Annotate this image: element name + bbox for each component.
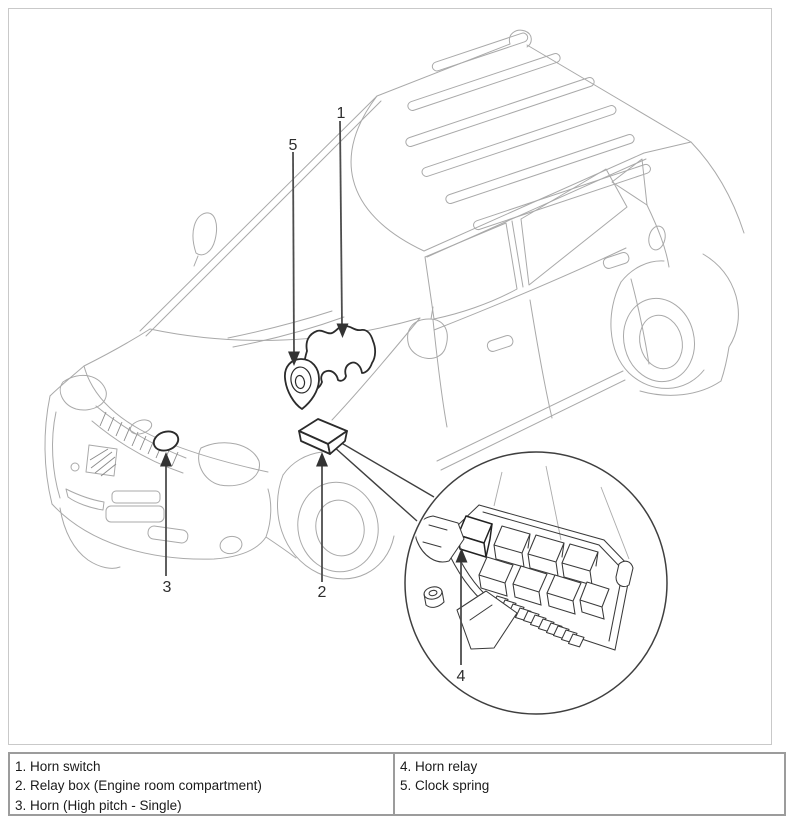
legend-table: [8, 752, 786, 816]
legend-item-1: 1. Horn switch: [15, 759, 101, 774]
legend-item-4: 4. Horn relay: [400, 759, 478, 774]
far-mirror: [193, 213, 217, 255]
badge-ellipse: [129, 417, 154, 436]
near-mirror: [408, 319, 448, 358]
callout-number-1: 1: [336, 105, 346, 122]
horn-shape: [151, 428, 180, 453]
fog-lamp: [219, 535, 244, 556]
relay-box-shape: [299, 419, 347, 454]
callout-number-2: 2: [317, 584, 327, 601]
callout-number-3: 3: [162, 579, 172, 596]
callout-arrow-1: [337, 121, 349, 338]
legend-column-left: [10, 754, 395, 814]
callout-number-4: 4: [456, 668, 466, 685]
callout-number-5: 5: [288, 137, 298, 154]
roof-ribs: [405, 32, 652, 231]
magnifier-cone-lines: [333, 441, 434, 521]
legend-item-3: 3. Horn (High pitch - Single): [15, 797, 182, 813]
clock-spring-shape: [285, 359, 319, 409]
callout-arrow-2: [316, 452, 328, 582]
car-body-art: [45, 30, 744, 579]
legend-item-2: 2. Relay box (Engine room compartment): [15, 778, 262, 794]
legend-item-5: 5. Clock spring: [400, 778, 490, 794]
legend-column-right: [395, 754, 784, 814]
